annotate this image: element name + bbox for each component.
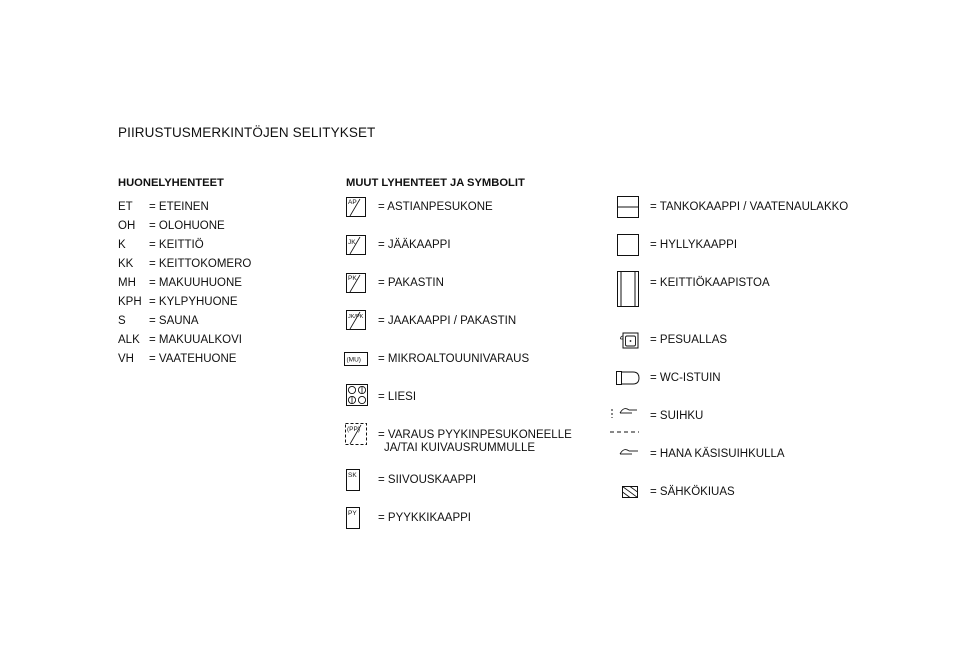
symbol-desc: = SIIVOUSKAAPPI [378,474,477,486]
stove-symbol-icon [346,384,368,406]
fridge-freezer-symbol-icon [346,310,366,330]
symbol-desc: = LIESI [378,391,417,403]
room-code: KK [118,258,134,270]
electrical-cabinet-symbol-icon [622,486,638,498]
symbol-desc-continued: JA/TAI KUIVAUSRUMMULLE [384,442,536,454]
fixture-desc: = PESUALLAS [650,334,728,346]
symbol-desc: = JAAKAAPPI / PAKASTIN [378,315,517,327]
symbol-desc: = MIKROALTOUUNIVARAUS [378,353,530,365]
room-code: ET [118,201,133,213]
symbol-mark: JK/PK [348,314,364,320]
rooms-heading: HUONELYHENTEET [118,177,224,189]
room-desc: = KEITTOKOMERO [149,258,252,270]
symbol-desc: = ASTIANPESUKONE [378,201,493,213]
room-desc: = MAKUUALKOVI [149,334,242,346]
room-desc: = VAATEHUONE [149,353,237,365]
wardrobe-symbol-icon [617,196,639,218]
microwave-symbol-icon [344,352,368,366]
kitchen-cabinet-symbol-icon [617,271,639,307]
sink-symbol-icon [620,330,640,350]
fixture-desc: = SUIHKU [650,410,704,422]
symbol-desc: = PAKASTIN [378,277,444,289]
room-code: S [118,315,126,327]
symbol-mark: (MU) [346,356,361,364]
fixture-desc: = TANKOKAAPPI / VAATENAULAKKO [650,201,849,213]
symbol-mark: (PP) [347,426,360,433]
room-code: MH [118,277,136,289]
shelf-closet-symbol-icon [617,234,639,256]
cleaning-closet-symbol-icon [346,469,360,491]
room-desc: = KYLPYHUONE [149,296,238,308]
laundry-reservation-symbol-icon [345,423,367,445]
room-desc: = OLOHUONE [149,220,225,232]
symbol-desc: = PYYKKIKAAPPI [378,512,472,524]
room-desc: = MAKUUHUONE [149,277,242,289]
hand-shower-symbol-icon [618,444,640,460]
room-code: OH [118,220,136,232]
symbol-mark: SK [348,472,357,479]
shower-symbol-icon [610,402,640,436]
fridge-symbol-icon [346,235,366,255]
laundry-closet-symbol-icon [346,507,360,529]
symbols-heading: MUUT LYHENTEET JA SYMBOLIT [346,177,525,189]
symbol-mark: PK [348,275,357,282]
symbol-mark: JK [348,239,356,246]
freezer-symbol-icon [346,273,366,293]
fixture-desc: = HYLLYKAAPPI [650,239,738,251]
fixture-desc: = SÄHKÖKIUAS [650,486,735,498]
room-code: K [118,239,126,251]
page-title: PIIRUSTUSMERKINTÖJEN SELITYKSET [118,125,376,140]
wc-symbol-icon [616,371,640,385]
room-desc: = ETEINEN [149,201,209,213]
symbol-desc: = JÄÄKAAPPI [378,239,451,251]
fixture-desc: = HANA KÄSISUIHKULLA [650,448,785,460]
symbol-mark: AP [348,199,357,206]
symbol-desc: = VARAUS PYYKINPESUKONEELLE [378,429,572,441]
room-desc: = KEITTIÖ [149,239,204,251]
room-code: ALK [118,334,140,346]
fixture-desc: = KEITTIÖKAAPISTOA [650,277,770,289]
room-code: KPH [118,296,142,308]
dishwasher-symbol-icon [346,197,366,217]
room-code: VH [118,353,134,365]
symbol-mark: PY [348,510,357,517]
room-desc: = SAUNA [149,315,199,327]
fixture-desc: = WC-ISTUIN [650,372,721,384]
